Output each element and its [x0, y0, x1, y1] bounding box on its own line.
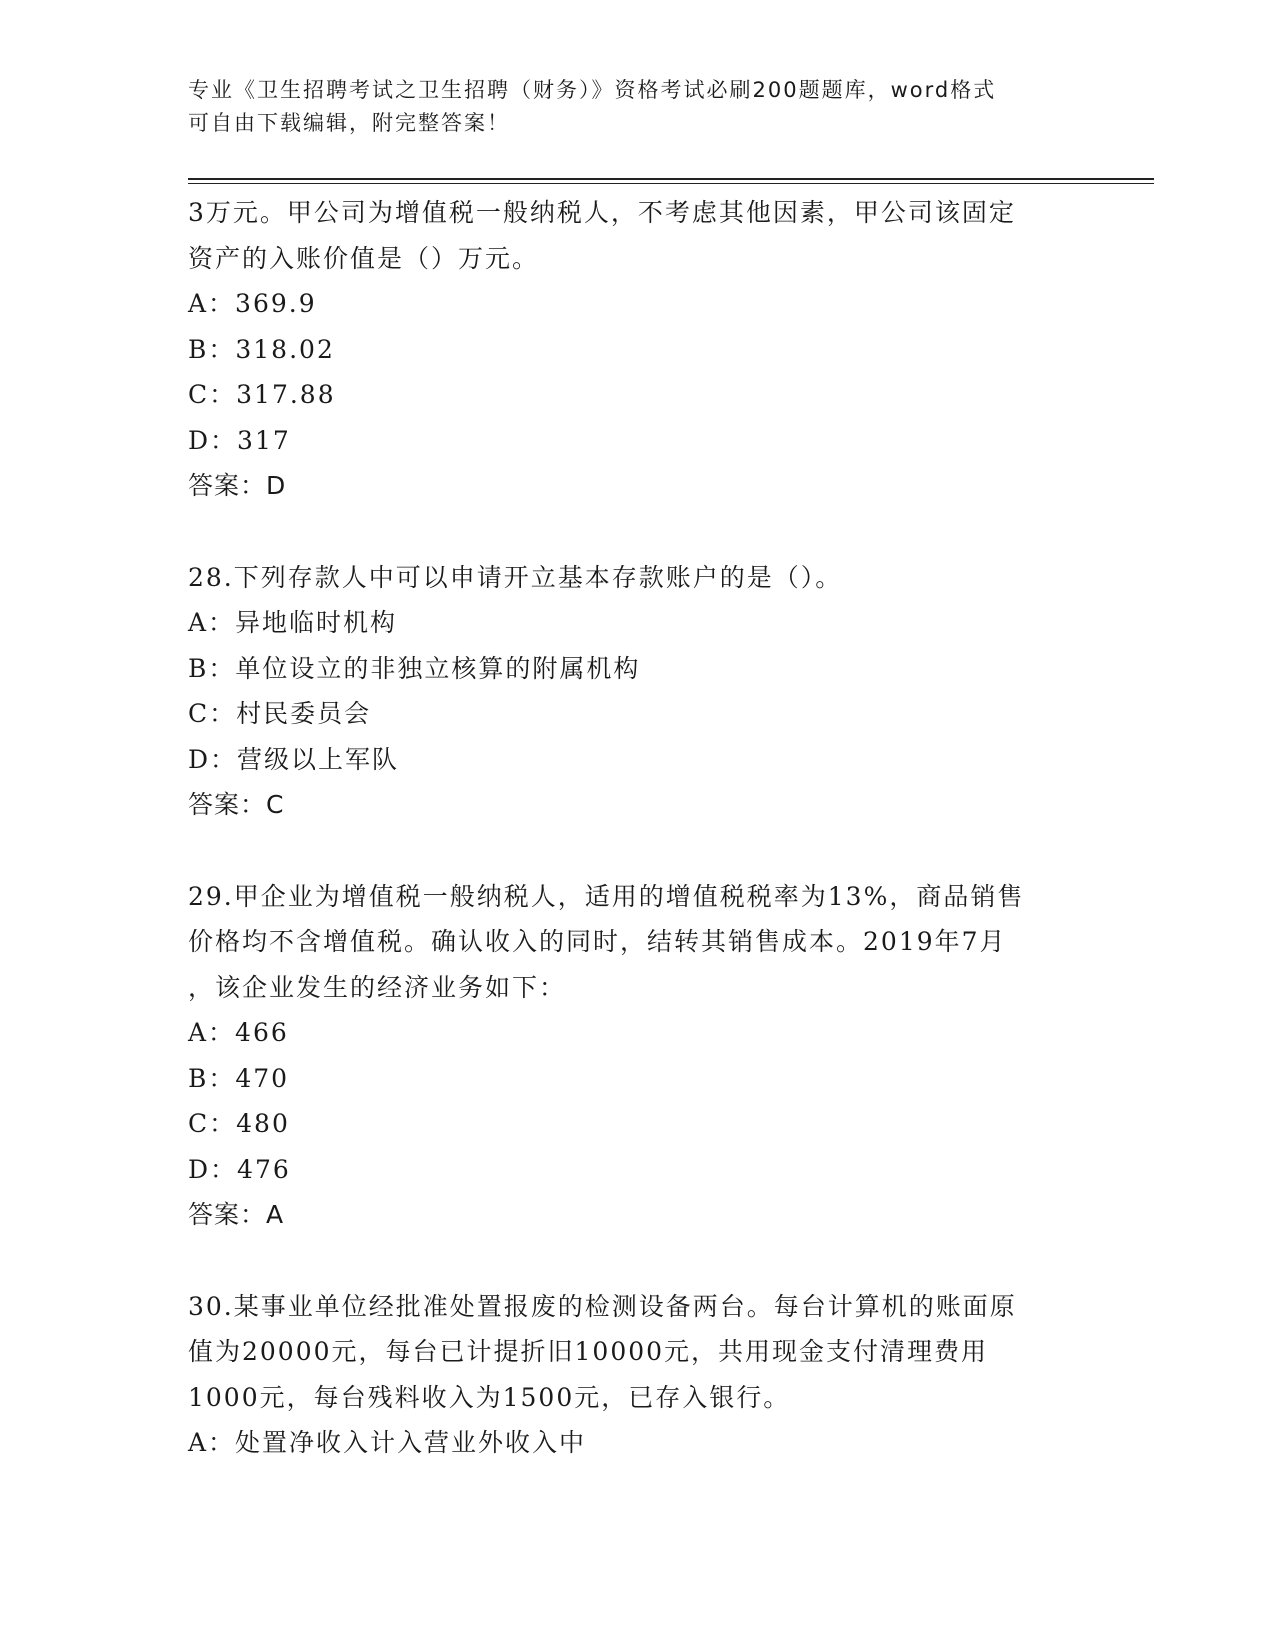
- option-a: A：处置净收入计入营业外收入中: [188, 1428, 587, 1457]
- spacer: [188, 828, 1088, 874]
- question-text: ，该企业发生的经济业务如下：: [188, 972, 567, 1002]
- answer: 答案：A: [188, 1200, 285, 1229]
- spacer: [188, 509, 1088, 555]
- question-text: 1000元，每台残料收入为1500元，已存入银行。: [188, 1382, 791, 1412]
- question-text: 30.某事业单位经批准处置报废的检测设备两台。每台计算机的账面原: [188, 1291, 1017, 1321]
- answer: 答案：D: [188, 471, 287, 500]
- question-text: 价格均不含增值税。确认收入的同时，结转其销售成本。2019年7月: [188, 927, 1007, 956]
- header-line-1: 专业《卫生招聘考试之卫生招聘（财务）》资格考试必刷200题题库，word格式: [188, 78, 997, 102]
- header-line-2: 可自由下载编辑，附完整答案！: [188, 111, 510, 135]
- option-c: C：317.88: [188, 380, 336, 409]
- option-b: B：470: [188, 1063, 290, 1093]
- question-text: 29.甲企业为增值税一般纳税人，适用的增值税税率为13%，商品销售: [188, 881, 1025, 911]
- answer: 答案：C: [188, 790, 285, 819]
- question-30: [188, 1284, 1088, 1466]
- spacer: [188, 1238, 1088, 1284]
- question-27: [188, 190, 1088, 509]
- header-rule-thick: [188, 178, 1154, 180]
- document-header: [188, 74, 1068, 140]
- option-c: C：480: [188, 1109, 290, 1138]
- question-29: [188, 874, 1088, 1238]
- question-28: [188, 555, 1088, 828]
- question-text: 28.下列存款人中可以申请开立基本存款账户的是（）。: [188, 562, 843, 592]
- question-text: 值为20000元，每台已计提折旧10000元，共用现金支付清理费用: [188, 1337, 989, 1366]
- option-b: B：318.02: [188, 334, 335, 364]
- option-d: D：317: [188, 425, 291, 455]
- option-d: D：476: [188, 1154, 291, 1184]
- header-rule-thin: [188, 183, 1154, 184]
- option-a: A：异地临时机构: [188, 608, 398, 637]
- question-list: [188, 190, 1088, 1466]
- option-b: B：单位设立的非独立核算的附属机构: [188, 653, 641, 683]
- option-a: A：466: [188, 1018, 289, 1047]
- option-d: D：营级以上军队: [188, 744, 400, 774]
- question-text: 资产的入账价值是（）万元。: [188, 243, 540, 273]
- question-text: 3万元。甲公司为增值税一般纳税人，不考虑其他因素，甲公司该固定: [188, 198, 1016, 227]
- option-a: A：369.9: [188, 289, 317, 318]
- option-c: C：村民委员会: [188, 699, 372, 728]
